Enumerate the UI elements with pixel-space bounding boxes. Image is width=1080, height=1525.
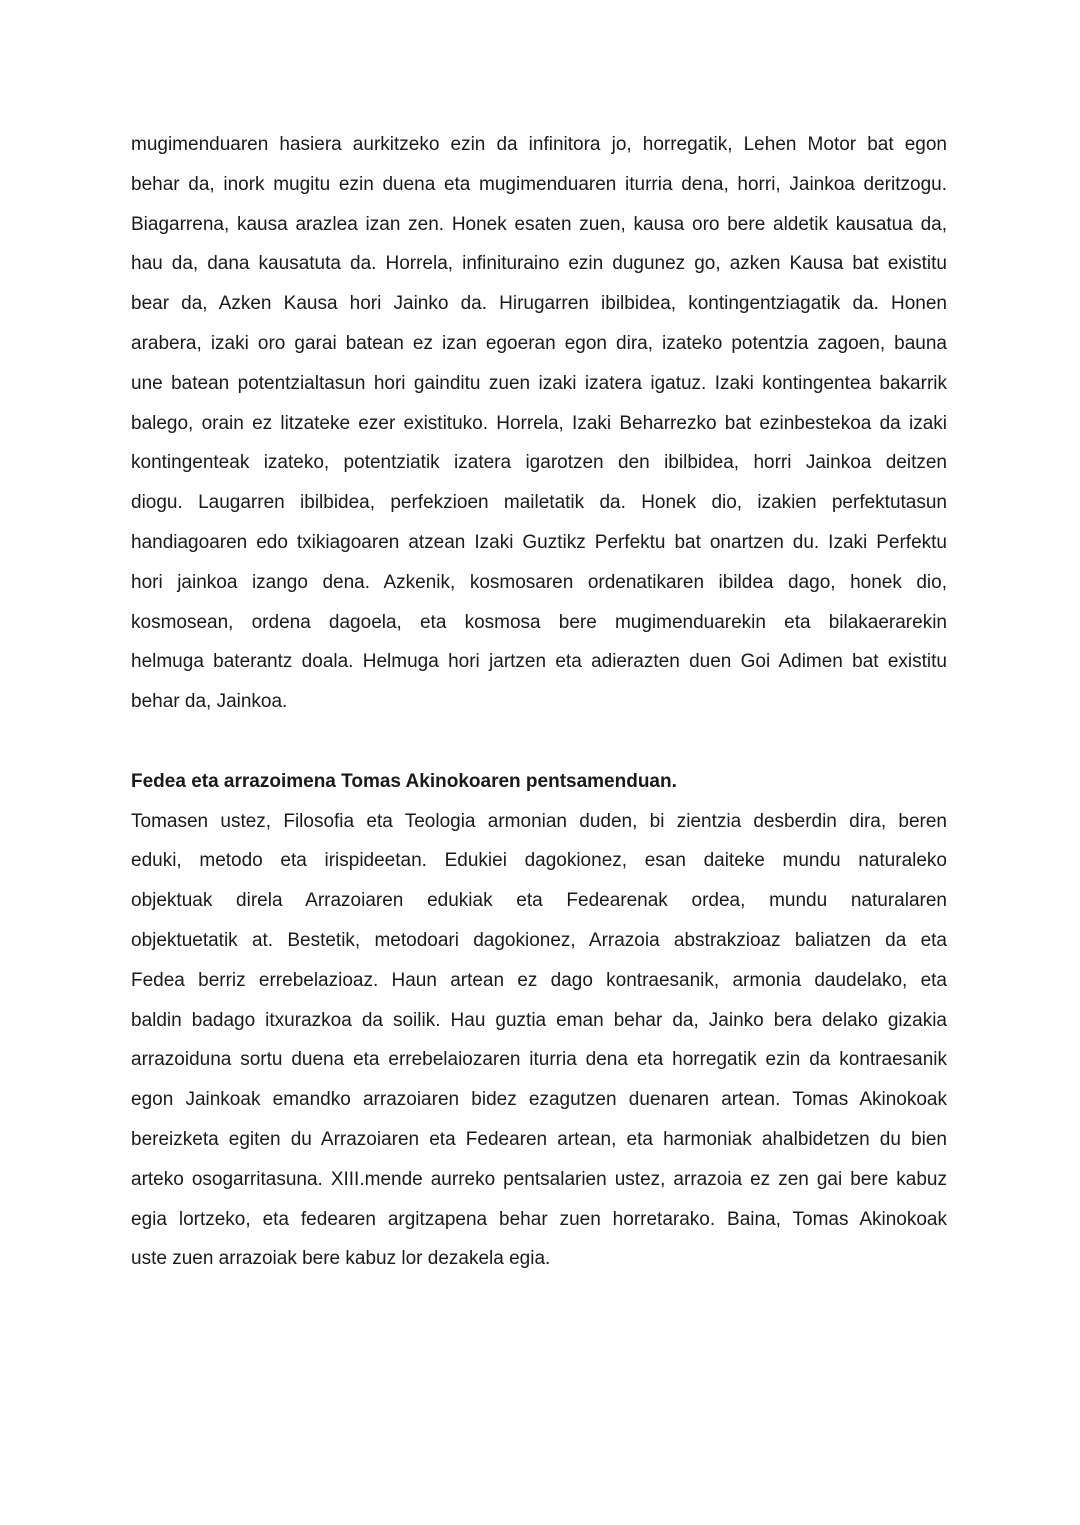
text-line: kontingenteak izateko, potentziatik izatera igarotzen den ibilbidea, horri Jainkoa deitzen bbox=[131, 452, 947, 474]
body-paragraph-2 bbox=[131, 802, 947, 1280]
text-line: objektuak direla Arrazoiaren edukiak eta Fedearenak ordea, mundu naturalaren bbox=[131, 890, 947, 912]
text-line: egia lortzeko, eta fedearen argitzapena behar zuen horretarako. Baina, Tomas Akinokoak bbox=[131, 1208, 947, 1230]
text-line: behar da, inork mugitu ezin duena eta mugimenduaren iturria dena, horri, Jainkoa deritzogu. bbox=[131, 173, 947, 195]
text-line: Tomasen ustez, Filosofia eta Teologia armonian duden, bi zientzia desberdin dira, beren bbox=[131, 810, 947, 832]
text-line: egon Jainkoak emandko arrazoiaren bidez ezagutzen duenaren artean. Tomas Akinokoak bbox=[131, 1089, 947, 1111]
text-line: hau da, dana kausatuta da. Horrela, infinituraino ezin dugunez go, azken Kausa bat existitu bbox=[131, 253, 947, 275]
text-line: behar da, Jainkoa. bbox=[131, 691, 288, 713]
text-line: kosmosean, ordena dagoela, eta kosmosa bere mugimenduarekin eta bilakaerarekin bbox=[131, 611, 947, 633]
paragraph-spacer bbox=[131, 722, 947, 762]
text-line: arteko osogarritasuna. XIII.mende aurreko pentsalarien ustez, arrazoia ez zen gai bere kabuz bbox=[131, 1168, 947, 1190]
text-line: bear da, Azken Kausa hori Jainko da. Hirugarren ibilbidea, kontingentziagatik da. Honen bbox=[131, 293, 947, 315]
document-page bbox=[131, 125, 947, 1279]
text-line: objektuetatik at. Bestetik, metodoari dagokionez, Arrazoia abstrakzioaz baliatzen da eta bbox=[131, 929, 947, 951]
text-line: arrazoiduna sortu duena eta errebelaiozaren iturria dena eta horregatik ezin da kontraesanik bbox=[131, 1049, 947, 1071]
text-line: hori jainkoa izango dena. Azkenik, kosmosaren ordenatikaren ibildea dago, honek dio, bbox=[131, 571, 947, 593]
body-paragraph-1 bbox=[131, 125, 947, 722]
text-line: mugimenduaren hasiera aurkitzeko ezin da infinitora jo, horregatik, Lehen Motor bat egon bbox=[131, 134, 947, 155]
text-line: une batean potentzialtasun hori gainditu zuen izaki izatera igatuz. Izaki kontingentea bakarrik bbox=[131, 372, 947, 394]
section-heading: Fedea eta arrazoimena Tomas Akinokoaren pentsamenduan. bbox=[131, 770, 677, 792]
text-line: handiagoaren edo txikiagoaren atzean Izaki Guztikz Perfektu bat onartzen du. Izaki Perfektu bbox=[131, 531, 947, 553]
text-line: baldin badago itxurazkoa da soilik. Hau guztia eman behar da, Jainko bera delako gizakia bbox=[131, 1009, 947, 1031]
text-line: bereizketa egiten du Arrazoiaren eta Fedearen artean, eta harmoniak ahalbidetzen du bien bbox=[131, 1128, 947, 1150]
text-line: diogu. Laugarren ibilbidea, perfekzioen mailetatik da. Honek dio, izakien perfektutasun bbox=[131, 492, 947, 514]
text-line: arabera, izaki oro garai batean ez izan egoeran egon dira, izateko potentzia zagoen, bauna bbox=[131, 332, 947, 354]
text-line: Biagarrena, kausa arazlea izan zen. Honek esaten zuen, kausa oro bere aldetik kausatua da, bbox=[131, 213, 947, 235]
text-line: eduki, metodo eta irispideetan. Edukiei dagokionez, esan daiteke mundu naturaleko bbox=[131, 850, 947, 872]
text-line: uste zuen arrazoiak bere kabuz lor dezakela egia. bbox=[131, 1248, 551, 1270]
text-line: Fedea berriz errebelazioaz. Haun artean ez dago kontraesanik, armonia daudelako, eta bbox=[131, 969, 947, 991]
text-line: helmuga baterantz doala. Helmuga hori jartzen eta adierazten duen Goi Adimen bat existitu bbox=[131, 651, 947, 673]
text-line: balego, orain ez litzateke ezer existituko. Horrela, Izaki Beharrezko bat ezinbestekoa da izaki bbox=[131, 412, 947, 434]
